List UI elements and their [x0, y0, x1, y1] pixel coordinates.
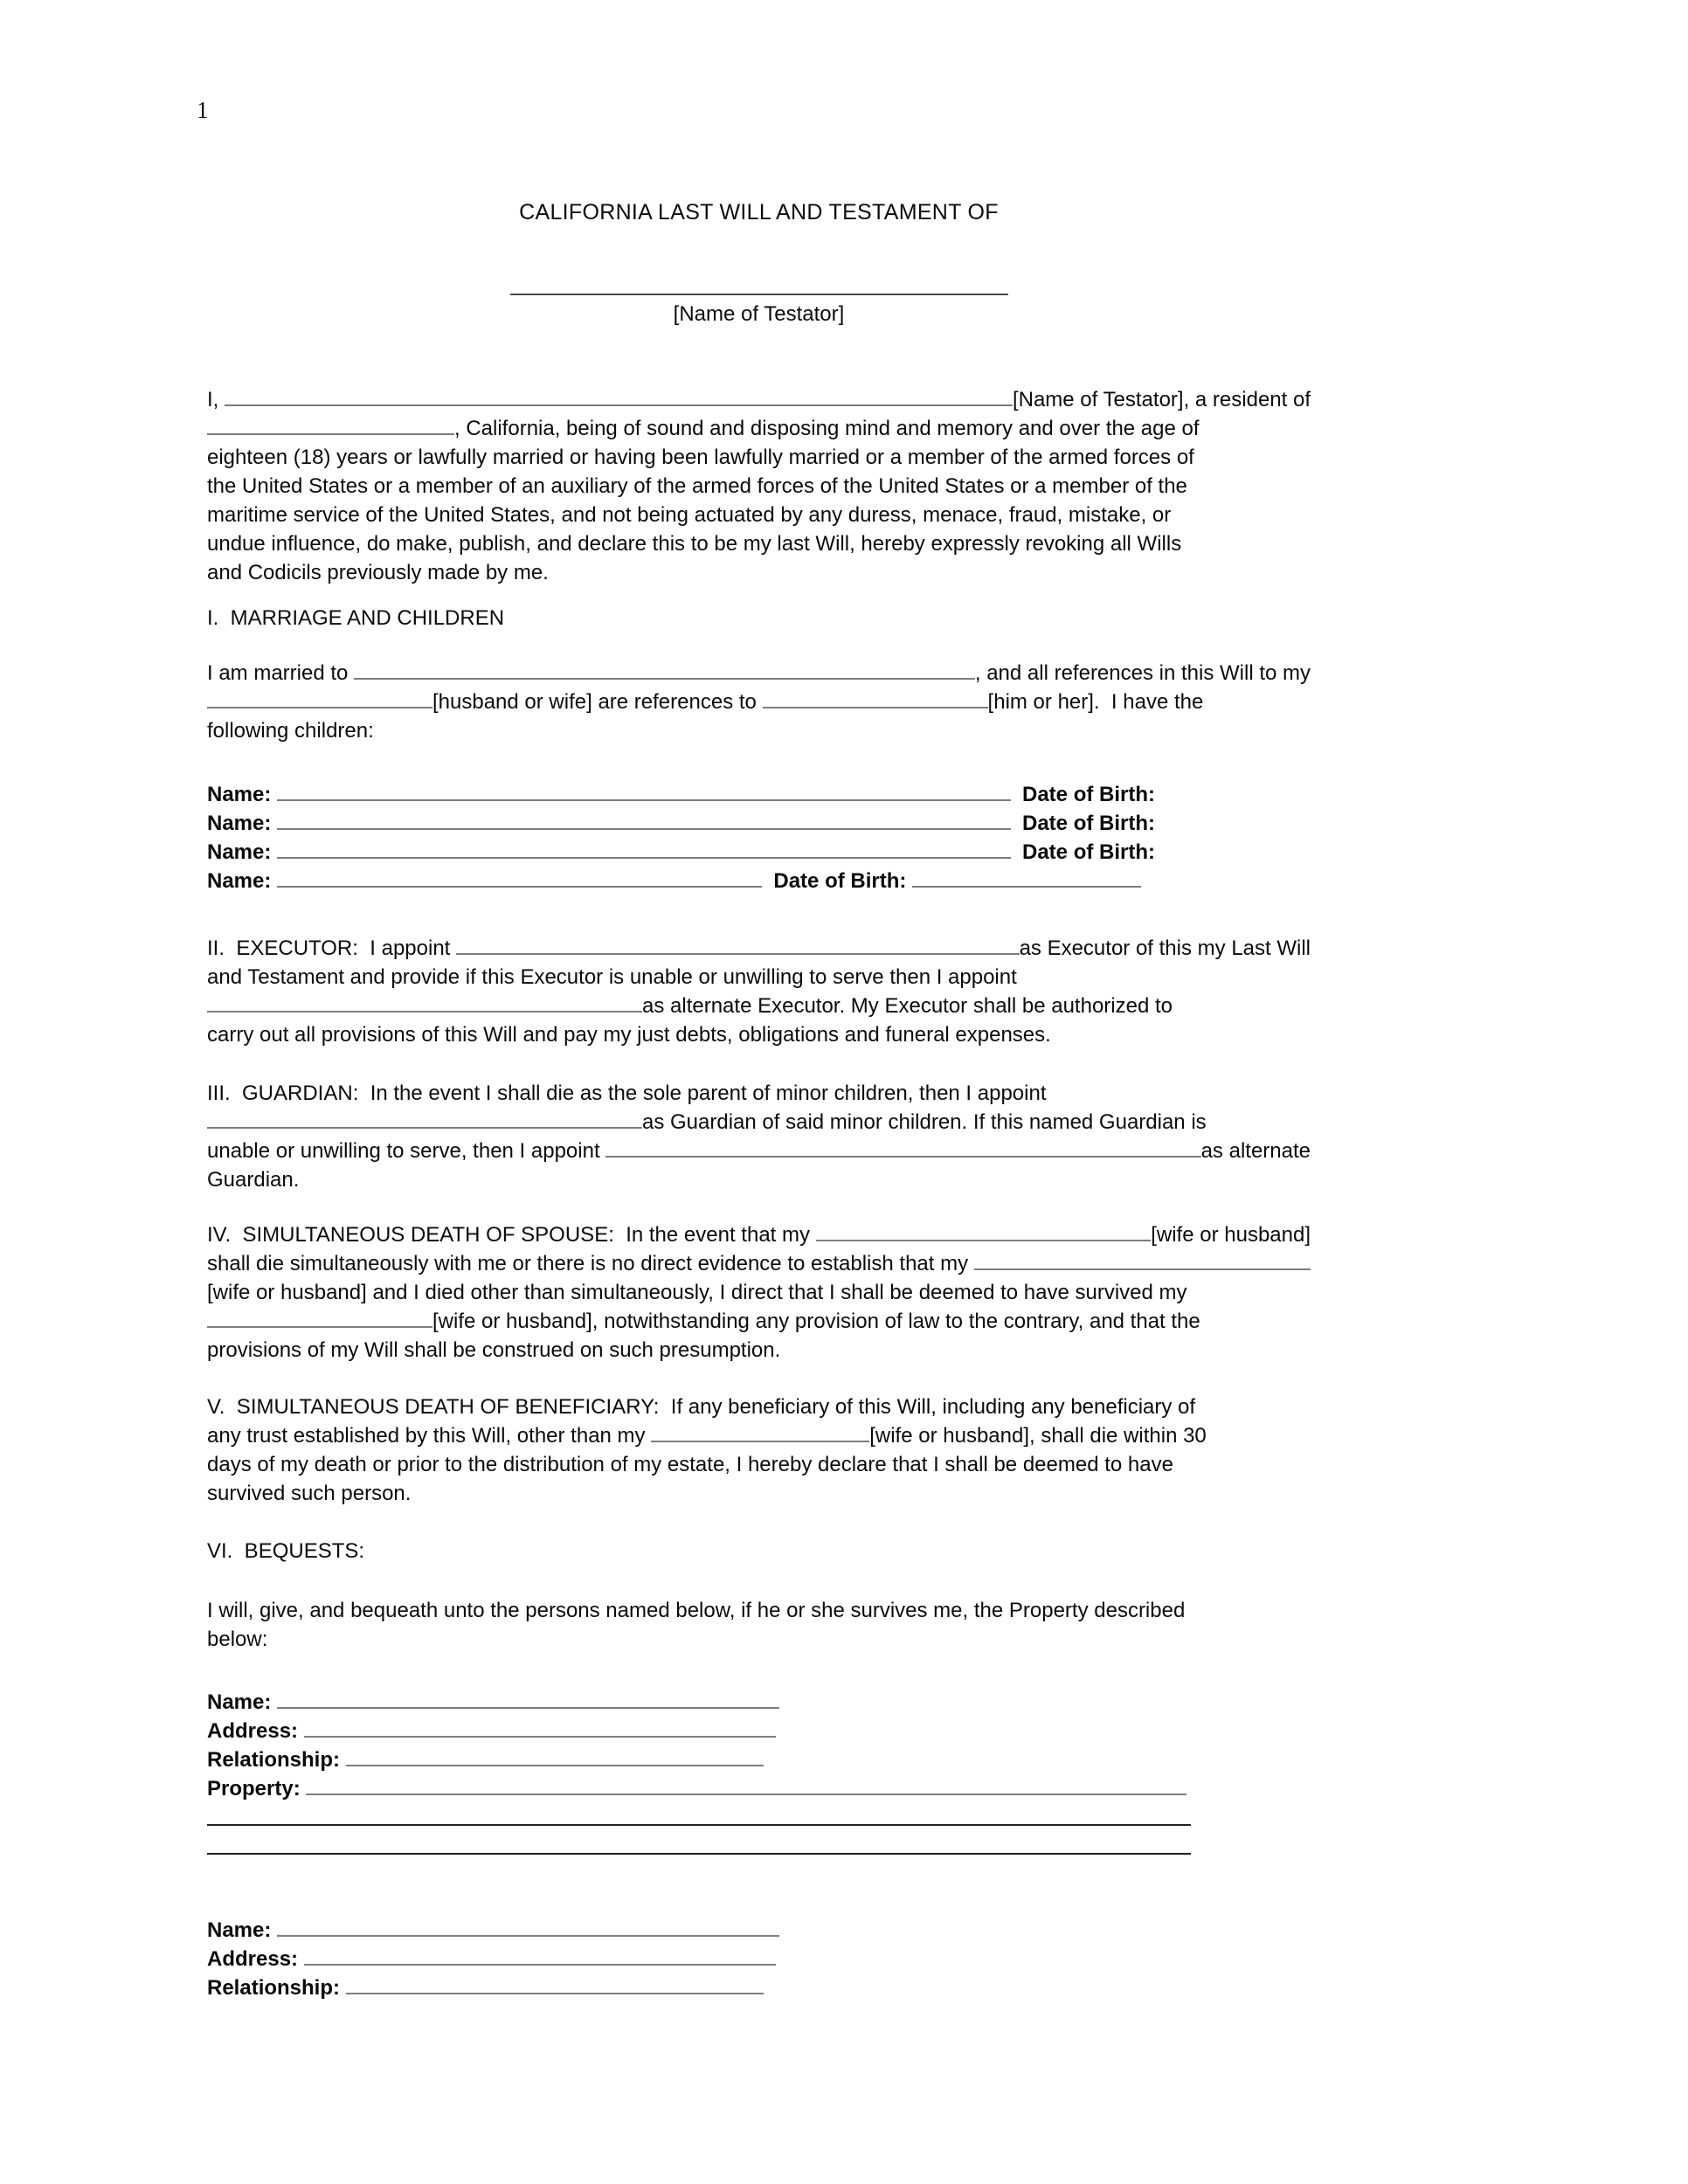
text-run: VI. BEQUESTS: [207, 1539, 365, 1563]
opening-declaration-line-3 [207, 446, 1311, 471]
text-run: [wife or husband] and I died other than simultaneously, I direct that I shall be deemed to have survived my [207, 1281, 1187, 1304]
text-run: Guardian. [207, 1168, 300, 1192]
field-label: Name: [207, 869, 272, 893]
fill-in-blank[interactable] [207, 1323, 432, 1328]
bequest-2-fields-line-3 [207, 1976, 1311, 2001]
fill-in-blank[interactable] [346, 1989, 764, 1994]
section-3-guardian-line-1 [207, 1082, 1311, 1107]
fill-in-blank[interactable] [763, 703, 988, 708]
section-4-simultaneous-death-of-spouse-line-5 [207, 1338, 1311, 1364]
text-run: maritime service of the United States, and not being actuated by any duress, menace, fraud, mistake, or [207, 503, 1172, 527]
text-run: IV. SIMULTANEOUS DEATH OF SPOUSE: In the event that my [207, 1223, 816, 1247]
text-run [271, 1690, 277, 1716]
text-run: following children: [207, 719, 374, 743]
fill-in-blank[interactable] [354, 674, 975, 680]
text-run [271, 812, 277, 837]
text-run: eighteen (18) years or lawfully married or having been lawfully married or a member of the armed forces of [207, 446, 1194, 469]
text-run [271, 1918, 277, 1944]
text-run [340, 1748, 346, 1773]
text-run: as Executor of this my Last Will [1019, 936, 1311, 960]
fill-in-blank[interactable] [277, 882, 762, 888]
bequest-1-fields-line-4 [207, 1777, 1311, 1802]
text-run: any trust established by this Will, other than my [207, 1424, 652, 1448]
opening-declaration-line-4 [207, 474, 1311, 500]
text-run: , and all references in this Will to my [974, 661, 1311, 685]
section-2-executor-line-2 [207, 965, 1311, 991]
fill-in-blank[interactable] [207, 430, 454, 435]
field-label: Address: [207, 1719, 299, 1743]
text-run: I am married to [207, 661, 355, 685]
section-5-simultaneous-death-of-beneficiary-line-1 [207, 1395, 1311, 1420]
bequest-2-fields-line-1 [207, 1918, 1311, 1944]
testator-name-fill-line[interactable] [510, 294, 1008, 295]
fill-in-blank[interactable] [277, 825, 1011, 830]
text-run [271, 783, 277, 808]
fill-in-blank[interactable] [304, 1732, 776, 1738]
text-run [301, 1777, 307, 1802]
text-run: as alternate [1200, 1139, 1311, 1163]
doc-title: CALIFORNIA LAST WILL AND TESTAMENT OF [519, 200, 999, 225]
bequest-intro-line-1 [207, 1599, 1311, 1624]
doc-title-row [207, 199, 1311, 225]
text-run: and Codicils previously made by me. [207, 561, 549, 584]
text-run: [wife or husband], notwithstanding any provision of law to the contrary, and that the [432, 1310, 1200, 1333]
text-run [298, 1719, 304, 1745]
fill-in-blank[interactable] [277, 1704, 779, 1709]
section-4-simultaneous-death-of-spouse-line-3 [207, 1281, 1311, 1306]
text-run: [husband or wife] are references to [432, 690, 763, 714]
text-run: survived such person. [207, 1482, 412, 1505]
field-label: Address: [207, 1947, 299, 1971]
text-run: as alternate Executor. My Executor shall be authorized to [642, 994, 1173, 1018]
children-list-line-2 [207, 812, 1311, 837]
section-2-executor-line-4 [207, 1023, 1311, 1048]
text-run [1011, 783, 1022, 808]
text-run [1011, 812, 1022, 837]
text-run: days of my death or prior to the distribution of my estate, I hereby declare that I shall be deemed to have [207, 1453, 1173, 1476]
field-label: Name: [207, 1918, 272, 1942]
text-run [1011, 840, 1022, 866]
field-label: Date of Birth: [1022, 783, 1155, 806]
fill-in-blank[interactable] [207, 703, 432, 708]
section-3-guardian-line-3 [207, 1139, 1311, 1165]
fill-in-blank[interactable] [346, 1761, 764, 1766]
marriage-paragraph-line-3 [207, 719, 1311, 744]
text-run: I, [207, 388, 225, 411]
text-run: III. GUARDIAN: In the event I shall die as the sole parent of minor children, then I appoint [207, 1082, 1047, 1105]
opening-declaration-line-1 [207, 388, 1311, 413]
section-5-simultaneous-death-of-beneficiary-line-3 [207, 1453, 1311, 1478]
section-6-heading-line-1 [207, 1539, 1311, 1565]
text-run: [Name of Testator], a resident of [1012, 388, 1311, 411]
page-number: 1 [197, 97, 209, 123]
bequest-2-fields-line-2 [207, 1947, 1311, 1973]
property-continuation-line-2[interactable] [207, 1853, 1191, 1855]
section-2-executor-line-3 [207, 994, 1311, 1019]
opening-declaration-line-5 [207, 503, 1311, 529]
fill-in-blank[interactable] [277, 1932, 779, 1937]
fill-in-blank[interactable] [605, 1152, 1200, 1158]
text-run: [wife or husband] [1151, 1223, 1311, 1247]
text-run: [wife or husband], shall die within 30 [869, 1424, 1207, 1448]
text-run: provisions of my Will shall be construed on such presumption. [207, 1338, 781, 1362]
field-label: Name: [207, 783, 272, 806]
section-3-guardian-line-4 [207, 1168, 1311, 1193]
children-list-line-1 [207, 783, 1311, 808]
fill-in-blank[interactable] [207, 1123, 642, 1129]
marriage-paragraph-line-1 [207, 661, 1311, 687]
children-list-line-4 [207, 869, 1311, 895]
text-run: I will, give, and bequeath unto the persons named below, if he or she survives me, the Property described [207, 1599, 1186, 1622]
opening-declaration-line-2 [207, 417, 1311, 442]
text-run: shall die simultaneously with me or there is no direct evidence to establish that my [207, 1252, 974, 1275]
text-run [271, 869, 277, 895]
testator-name-label: [Name of Testator] [673, 302, 845, 326]
field-label: Relationship: [207, 1748, 341, 1772]
fill-in-blank[interactable] [304, 1960, 776, 1966]
field-label: Date of Birth: [773, 869, 907, 893]
fill-in-blank[interactable] [306, 1790, 1186, 1795]
bequest-1-fields-line-1 [207, 1690, 1311, 1716]
section-4-simultaneous-death-of-spouse-line-4 [207, 1310, 1311, 1335]
field-label: Name: [207, 840, 272, 864]
field-label: Name: [207, 812, 272, 835]
fill-in-blank[interactable] [651, 1437, 869, 1442]
field-label: Date of Birth: [1022, 840, 1155, 864]
text-run [340, 1976, 346, 2001]
text-run: unable or unwilling to serve, then I appoint [207, 1139, 606, 1163]
field-label: Property: [207, 1777, 301, 1800]
text-run [271, 840, 277, 866]
field-label: Name: [207, 1690, 272, 1714]
fill-in-blank[interactable] [207, 1007, 642, 1013]
text-run: carry out all provisions of this Will and pay my just debts, obligations and funeral expenses. [207, 1023, 1051, 1047]
text-run [762, 869, 773, 895]
marriage-paragraph-line-2 [207, 690, 1311, 715]
children-list-line-3 [207, 840, 1311, 866]
fill-in-blank[interactable] [456, 950, 1020, 955]
bequest-1-fields-line-2 [207, 1719, 1311, 1745]
opening-declaration-line-7 [207, 561, 1311, 586]
text-run [298, 1947, 304, 1973]
text-run: the United States or a member of an auxiliary of the armed forces of the United States or a member of the [207, 474, 1187, 498]
text-run: and Testament and provide if this Executor is unable or unwilling to serve then I appoint [207, 965, 1017, 989]
fill-in-blank[interactable] [974, 1265, 1311, 1270]
text-run: , California, being of sound and disposing mind and memory and over the age of [454, 417, 1200, 440]
text-run: V. SIMULTANEOUS DEATH OF BENEFICIARY: If any beneficiary of this Will, including any beneficiary of [207, 1395, 1196, 1419]
text-run: below: [207, 1628, 268, 1651]
section-5-simultaneous-death-of-beneficiary-line-4 [207, 1482, 1311, 1507]
section-1-heading-line-1 [207, 606, 1311, 632]
text-run [906, 869, 912, 895]
field-label: Date of Birth: [1022, 812, 1155, 835]
section-4-simultaneous-death-of-spouse-line-2 [207, 1252, 1311, 1277]
section-5-simultaneous-death-of-beneficiary-line-2 [207, 1424, 1311, 1449]
section-4-simultaneous-death-of-spouse-line-1 [207, 1223, 1311, 1248]
text-run: undue influence, do make, publish, and declare this to be my last Will, hereby expressly revoking all Wills [207, 532, 1182, 556]
fill-in-blank[interactable] [277, 796, 1011, 801]
fill-in-blank[interactable] [816, 1236, 1152, 1241]
fill-in-blank[interactable] [225, 401, 1013, 406]
testator-name-label-row [207, 302, 1311, 328]
text-run: as Guardian of said minor children. If this named Guardian is [642, 1110, 1207, 1134]
section-3-guardian-line-2 [207, 1110, 1311, 1136]
section-2-executor-line-1 [207, 936, 1311, 962]
text-run: [him or her]. I have the [987, 690, 1204, 714]
bequest-intro-line-2 [207, 1628, 1311, 1653]
field-label: Relationship: [207, 1976, 341, 2000]
property-continuation-line-1[interactable] [207, 1824, 1191, 1826]
bequest-1-fields-line-3 [207, 1748, 1311, 1773]
page-number-row [197, 96, 209, 124]
fill-in-blank[interactable] [912, 882, 1141, 888]
fill-in-blank[interactable] [277, 854, 1011, 859]
text-run: I. MARRIAGE AND CHILDREN [207, 606, 505, 630]
text-run: II. EXECUTOR: I appoint [207, 936, 456, 960]
opening-declaration-line-6 [207, 532, 1311, 557]
